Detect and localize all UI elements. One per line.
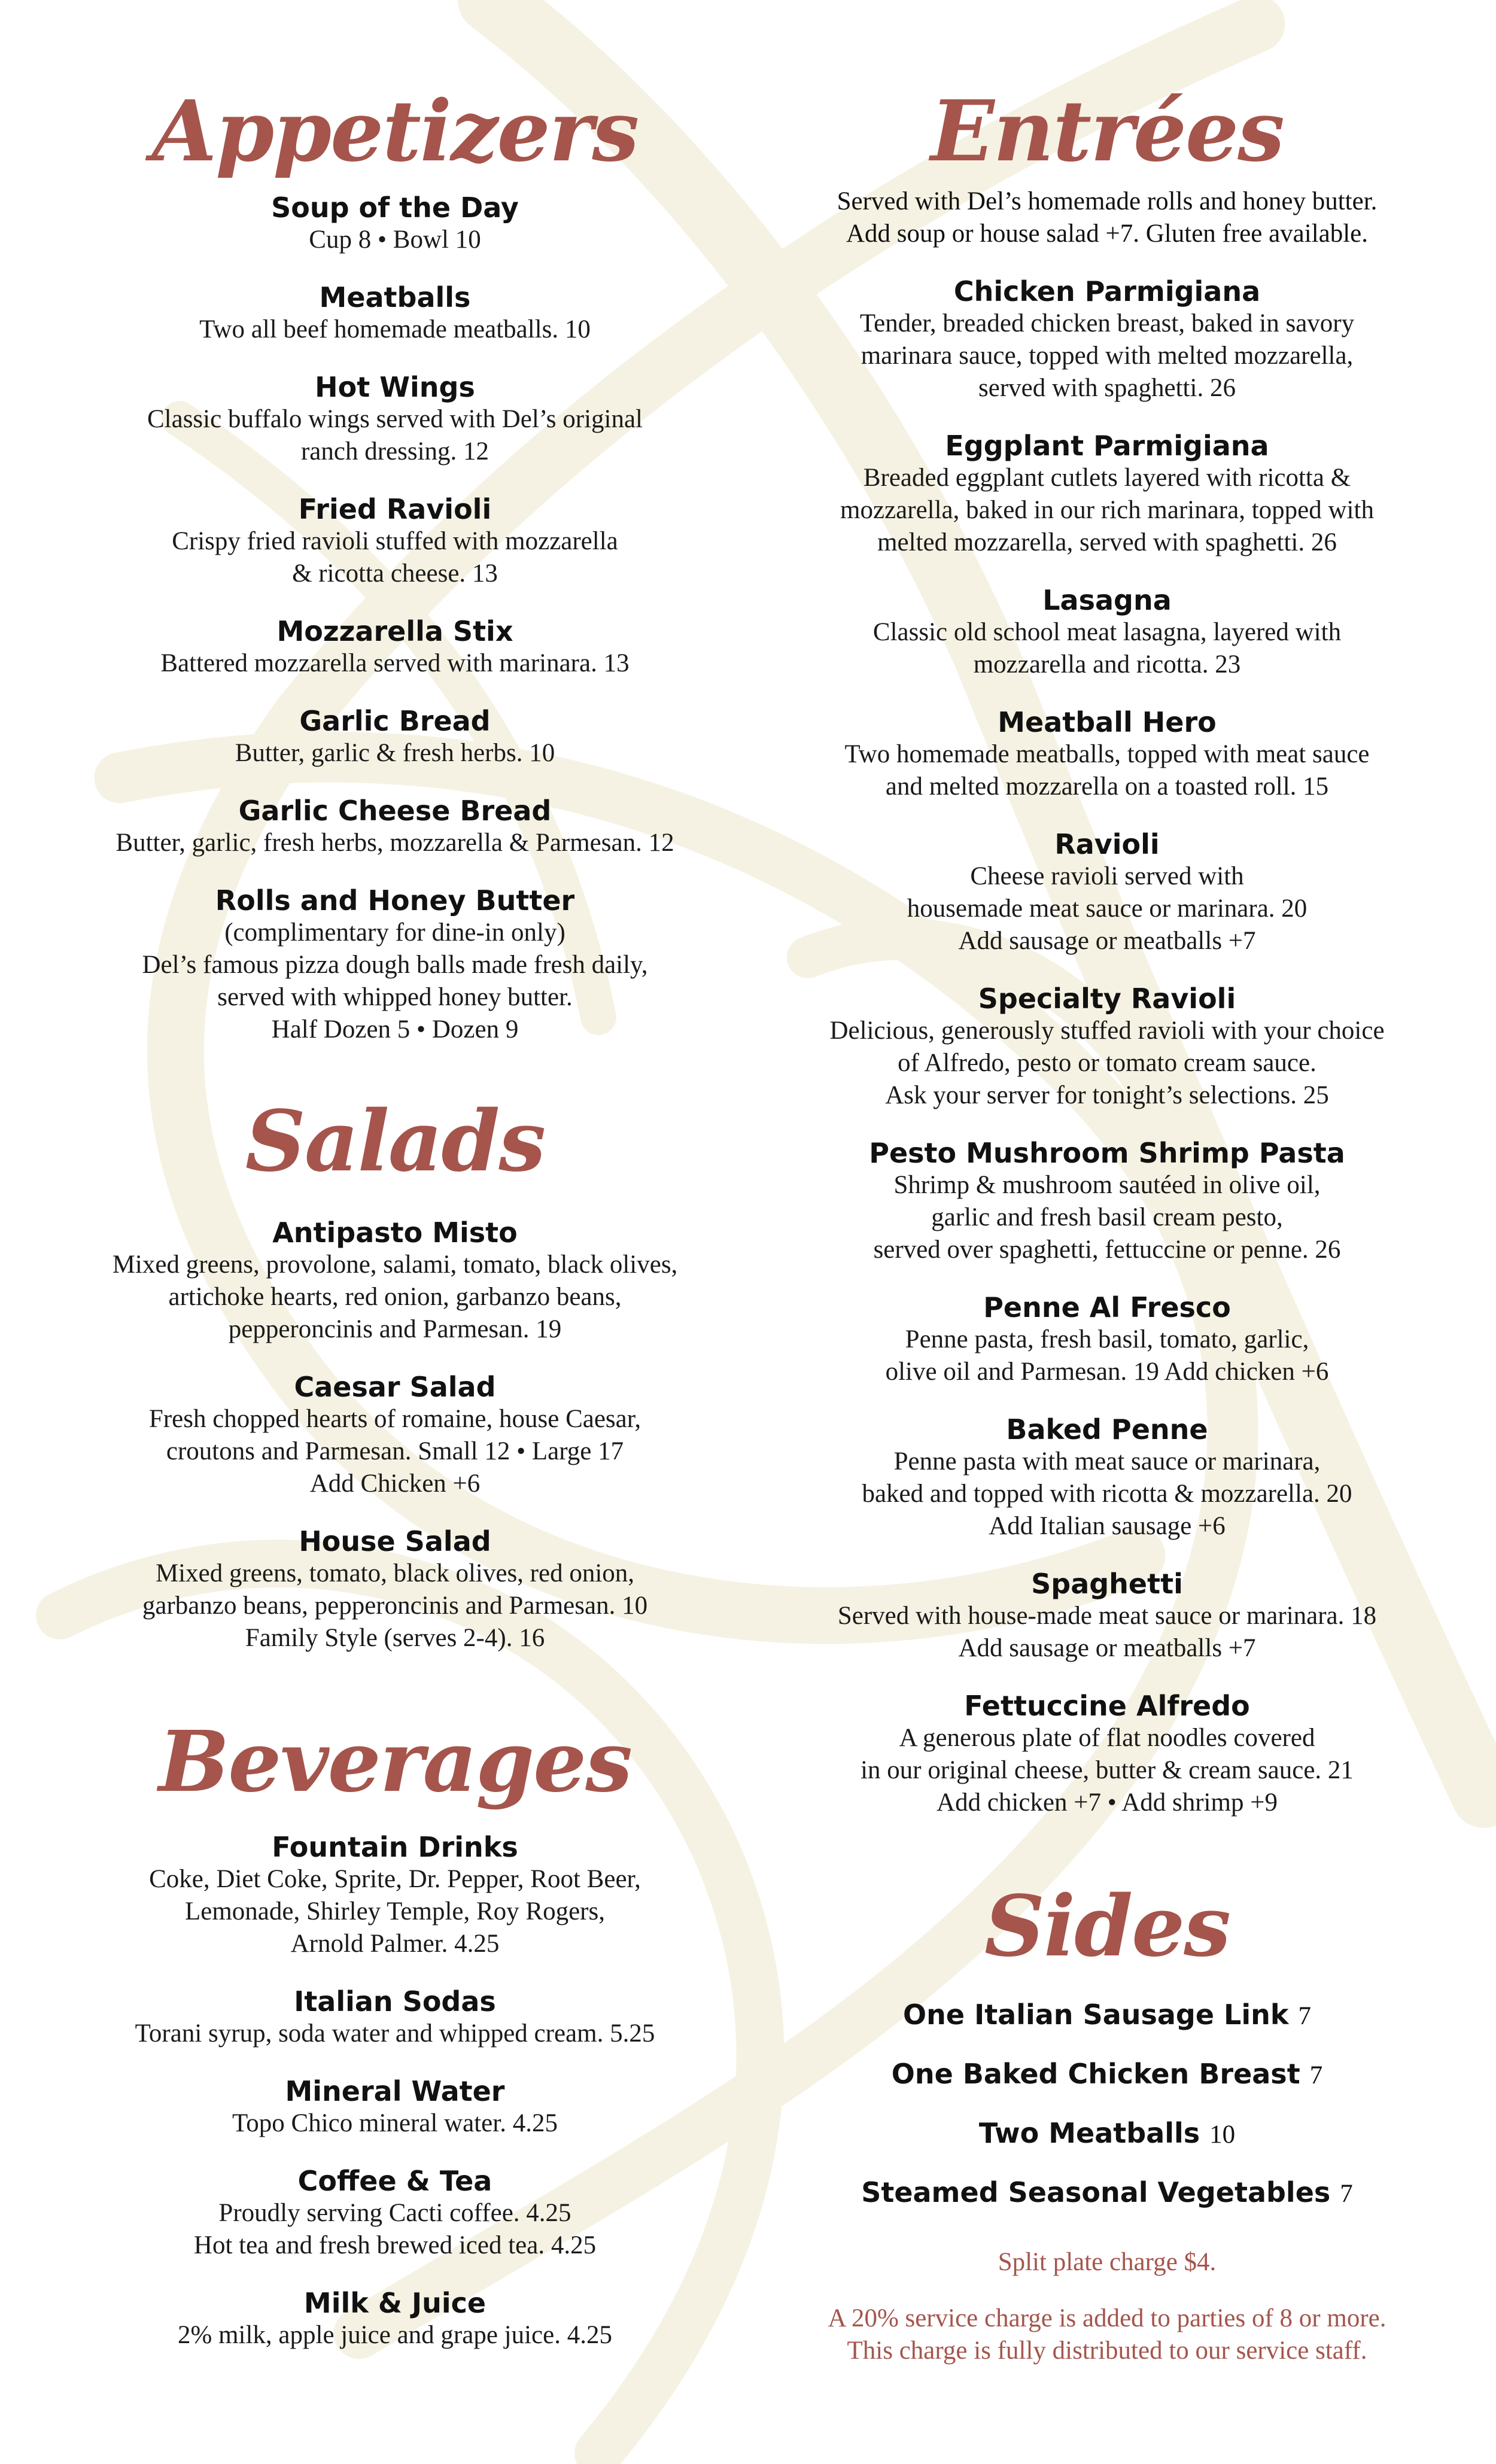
item-description: Crispy fried ravioli stuffed with mozzarella & ricotta cheese. 13 [172,527,618,588]
menu-item [54,493,736,590]
item-description: Classic buffalo wings served with Del’s original ranch dressing. 12 [147,405,643,466]
menu-item [54,1831,736,1960]
side-name: One Italian Sausage Link [903,1998,1289,2031]
menu-item [54,2287,736,2352]
item-name: Pesto Mushroom Shrimp Pasta [869,1137,1345,1169]
item-description: (complimentary for dine-in only) Del’s famous pizza dough balls made fresh daily, served with whipped honey butter. Half Dozen 5 • Dozen 9 [142,918,648,1044]
item-name: Milk & Juice [303,2287,486,2319]
left-column [54,0,736,2352]
sides-list [778,1998,1436,2210]
menu-item [778,706,1436,803]
item-description: A generous plate of flat noodles covered in our original cheese, butter & cream sauce. 21 Add chicken +7 • Add shrimp +9 [860,1724,1354,1817]
item-description: Classic old school meat lasagna, layered with mozzarella and ricotta. 23 [872,618,1342,679]
item-name: Chicken Parmigiana [953,275,1261,308]
menu-item [54,191,736,256]
menu-item [54,615,736,680]
menu-item [778,1690,1436,1819]
item-name: Caesar Salad [294,1371,496,1403]
item-description: Mixed greens, provolone, salami, tomato, black olives, artichoke hearts, red onion, garbanzo beans, pepperoncinis and Parmesan. 19 [112,1251,678,1343]
side-price: 7 [1309,2061,1323,2089]
item-name: Fried Ravioli [298,493,492,525]
item-description: Two all beef homemade meatballs. 10 [199,315,591,343]
menu-item [778,1568,1436,1665]
item-name: Ravioli [1054,828,1160,860]
item-description: Penne pasta with meat sauce or marinara, baked and topped with ricotta & mozzarella. 20 Add Italian sausage +6 [862,1447,1352,1540]
item-name: Spaghetti [1031,1568,1183,1600]
item-description: Delicious, generously stuffed ravioli with your choice of Alfredo, pesto or tomato cream sauce. Ask your server for tonight’s selections. 25 [829,1017,1385,1109]
item-description: Breaded eggplant cutlets layered with ricotta & mozzarella, baked in our rich marinara, topped with melted mozzarella, served with spaghetti. 26 [840,464,1374,556]
item-name: Meatballs [319,281,471,314]
menu-item [54,884,736,1046]
item-name: Coffee & Tea [297,2165,492,2197]
right-column [778,0,1436,2367]
appetizers-heading: Appetizers [151,83,638,181]
item-name: Lasagna [1042,584,1172,616]
entrees-heading: Entrées [931,83,1284,181]
item-name: Fettuccine Alfredo [964,1690,1250,1722]
item-description: Penne pasta, fresh basil, tomato, garlic, olive oil and Parmesan. 19 Add chicken +6 [885,1325,1329,1386]
menu-item [778,275,1436,404]
menu-item [778,982,1436,1112]
salads-heading: Salads [245,1093,545,1191]
side-item [778,2176,1436,2210]
menu-item [54,795,736,859]
item-description: Cheese ravioli served with housemade meat sauce or marinara. 20 Add sausage or meatballs +7 [907,862,1308,955]
menu-item [778,430,1436,559]
item-description: Mixed greens, tomato, black olives, red onion, garbanzo beans, pepperoncinis and Parmesan. 10 Family Style (serves 2-4). 16 [142,1559,648,1652]
entrees-list [778,275,1436,1819]
item-name: Baked Penne [1006,1413,1208,1446]
side-price: 7 [1298,2002,1311,2030]
item-name: Italian Sodas [294,1985,496,2018]
side-price: 7 [1340,2180,1353,2208]
beverages-list [54,1831,736,2352]
service-charge-note: A 20% service charge is added to parties of 8 or more. This charge is fully distributed to our service staff. [828,2304,1386,2365]
menu-item [778,584,1436,681]
item-name: Eggplant Parmigiana [945,430,1269,462]
item-name: Penne Al Fresco [983,1291,1231,1324]
item-name: Meatball Hero [998,706,1217,738]
menu-item [54,2165,736,2262]
item-description: Proudly serving Cacti coffee. 4.25 Hot tea and fresh brewed iced tea. 4.25 [193,2199,597,2259]
item-description: 2% milk, apple juice and grape juice. 4.25 [178,2321,612,2349]
menu-item [54,371,736,468]
menu-item [778,1291,1436,1388]
entrees-intro: Served with Del’s homemade rolls and honey butter. Add soup or house salad +7. Gluten free available. [837,187,1378,248]
side-item [778,2058,1436,2092]
sides-heading: Sides [984,1878,1230,1976]
item-name: Hot Wings [315,371,475,403]
item-description: Two homemade meatballs, topped with meat sauce and melted mozzarella on a toasted roll. 15 [844,740,1370,801]
side-item [778,1998,1436,2033]
side-item [778,2117,1436,2151]
menu-item [778,828,1436,957]
side-name: Steamed Seasonal Vegetables [861,2176,1331,2209]
menu-item [54,1985,736,2050]
menu-item [54,1525,736,1654]
menu-item [54,1216,736,1346]
item-description: Butter, garlic & fresh herbs. 10 [235,739,555,767]
side-name: Two Meatballs [978,2117,1200,2149]
salads-list [54,1216,736,1654]
item-description: Tender, breaded chicken breast, baked in savory marinara sauce, topped with melted mozzarella, served with spaghetti. 26 [859,309,1355,402]
item-description: Topo Chico mineral water. 4.25 [232,2109,558,2137]
menu-item [54,281,736,346]
appetizers-list [54,191,736,1046]
item-description: Fresh chopped hearts of romaine, house Caesar, croutons and Parmesan. Small 12 • Large 17 Add Chicken +6 [148,1405,641,1498]
side-name: One Baked Chicken Breast [891,2058,1300,2090]
menu-item [778,1413,1436,1543]
menu-item [54,1371,736,1500]
item-name: House Salad [299,1525,491,1558]
beverages-heading: Beverages [158,1713,632,1811]
item-name: Garlic Bread [299,705,491,737]
item-name: Mineral Water [285,2075,505,2107]
item-description: Coke, Diet Coke, Sprite, Dr. Pepper, Root Beer, Lemonade, Shirley Temple, Roy Rogers, Arnold Palmer. 4.25 [149,1865,641,1958]
menu-item [54,705,736,769]
menu-item [778,1137,1436,1266]
item-name: Soup of the Day [271,191,519,224]
item-name: Antipasto Misto [272,1216,518,1249]
item-name: Garlic Cheese Bread [238,795,552,827]
item-name: Fountain Drinks [272,1831,518,1863]
item-description: Battered mozzarella served with marinara. 13 [160,649,630,677]
side-price: 10 [1209,2121,1236,2149]
menu-item [54,2075,736,2140]
item-name: Rolls and Honey Butter [215,884,575,917]
split-plate-note: Split plate charge $4. [998,2248,1217,2276]
item-description: Cup 8 • Bowl 10 [309,226,481,254]
item-description: Shrimp & mushroom sautéed in olive oil, garlic and fresh basil cream pesto, served over spaghetti, fettuccine or penne. 26 [873,1171,1341,1264]
item-description: Torani syrup, soda water and whipped cream. 5.25 [135,2019,655,2048]
item-description: Butter, garlic, fresh herbs, mozzarella & Parmesan. 12 [115,829,674,857]
item-description: Served with house-made meat sauce or marinara. 18 Add sausage or meatballs +7 [837,1602,1377,1662]
item-name: Mozzarella Stix [276,615,513,647]
item-name: Specialty Ravioli [978,982,1236,1015]
